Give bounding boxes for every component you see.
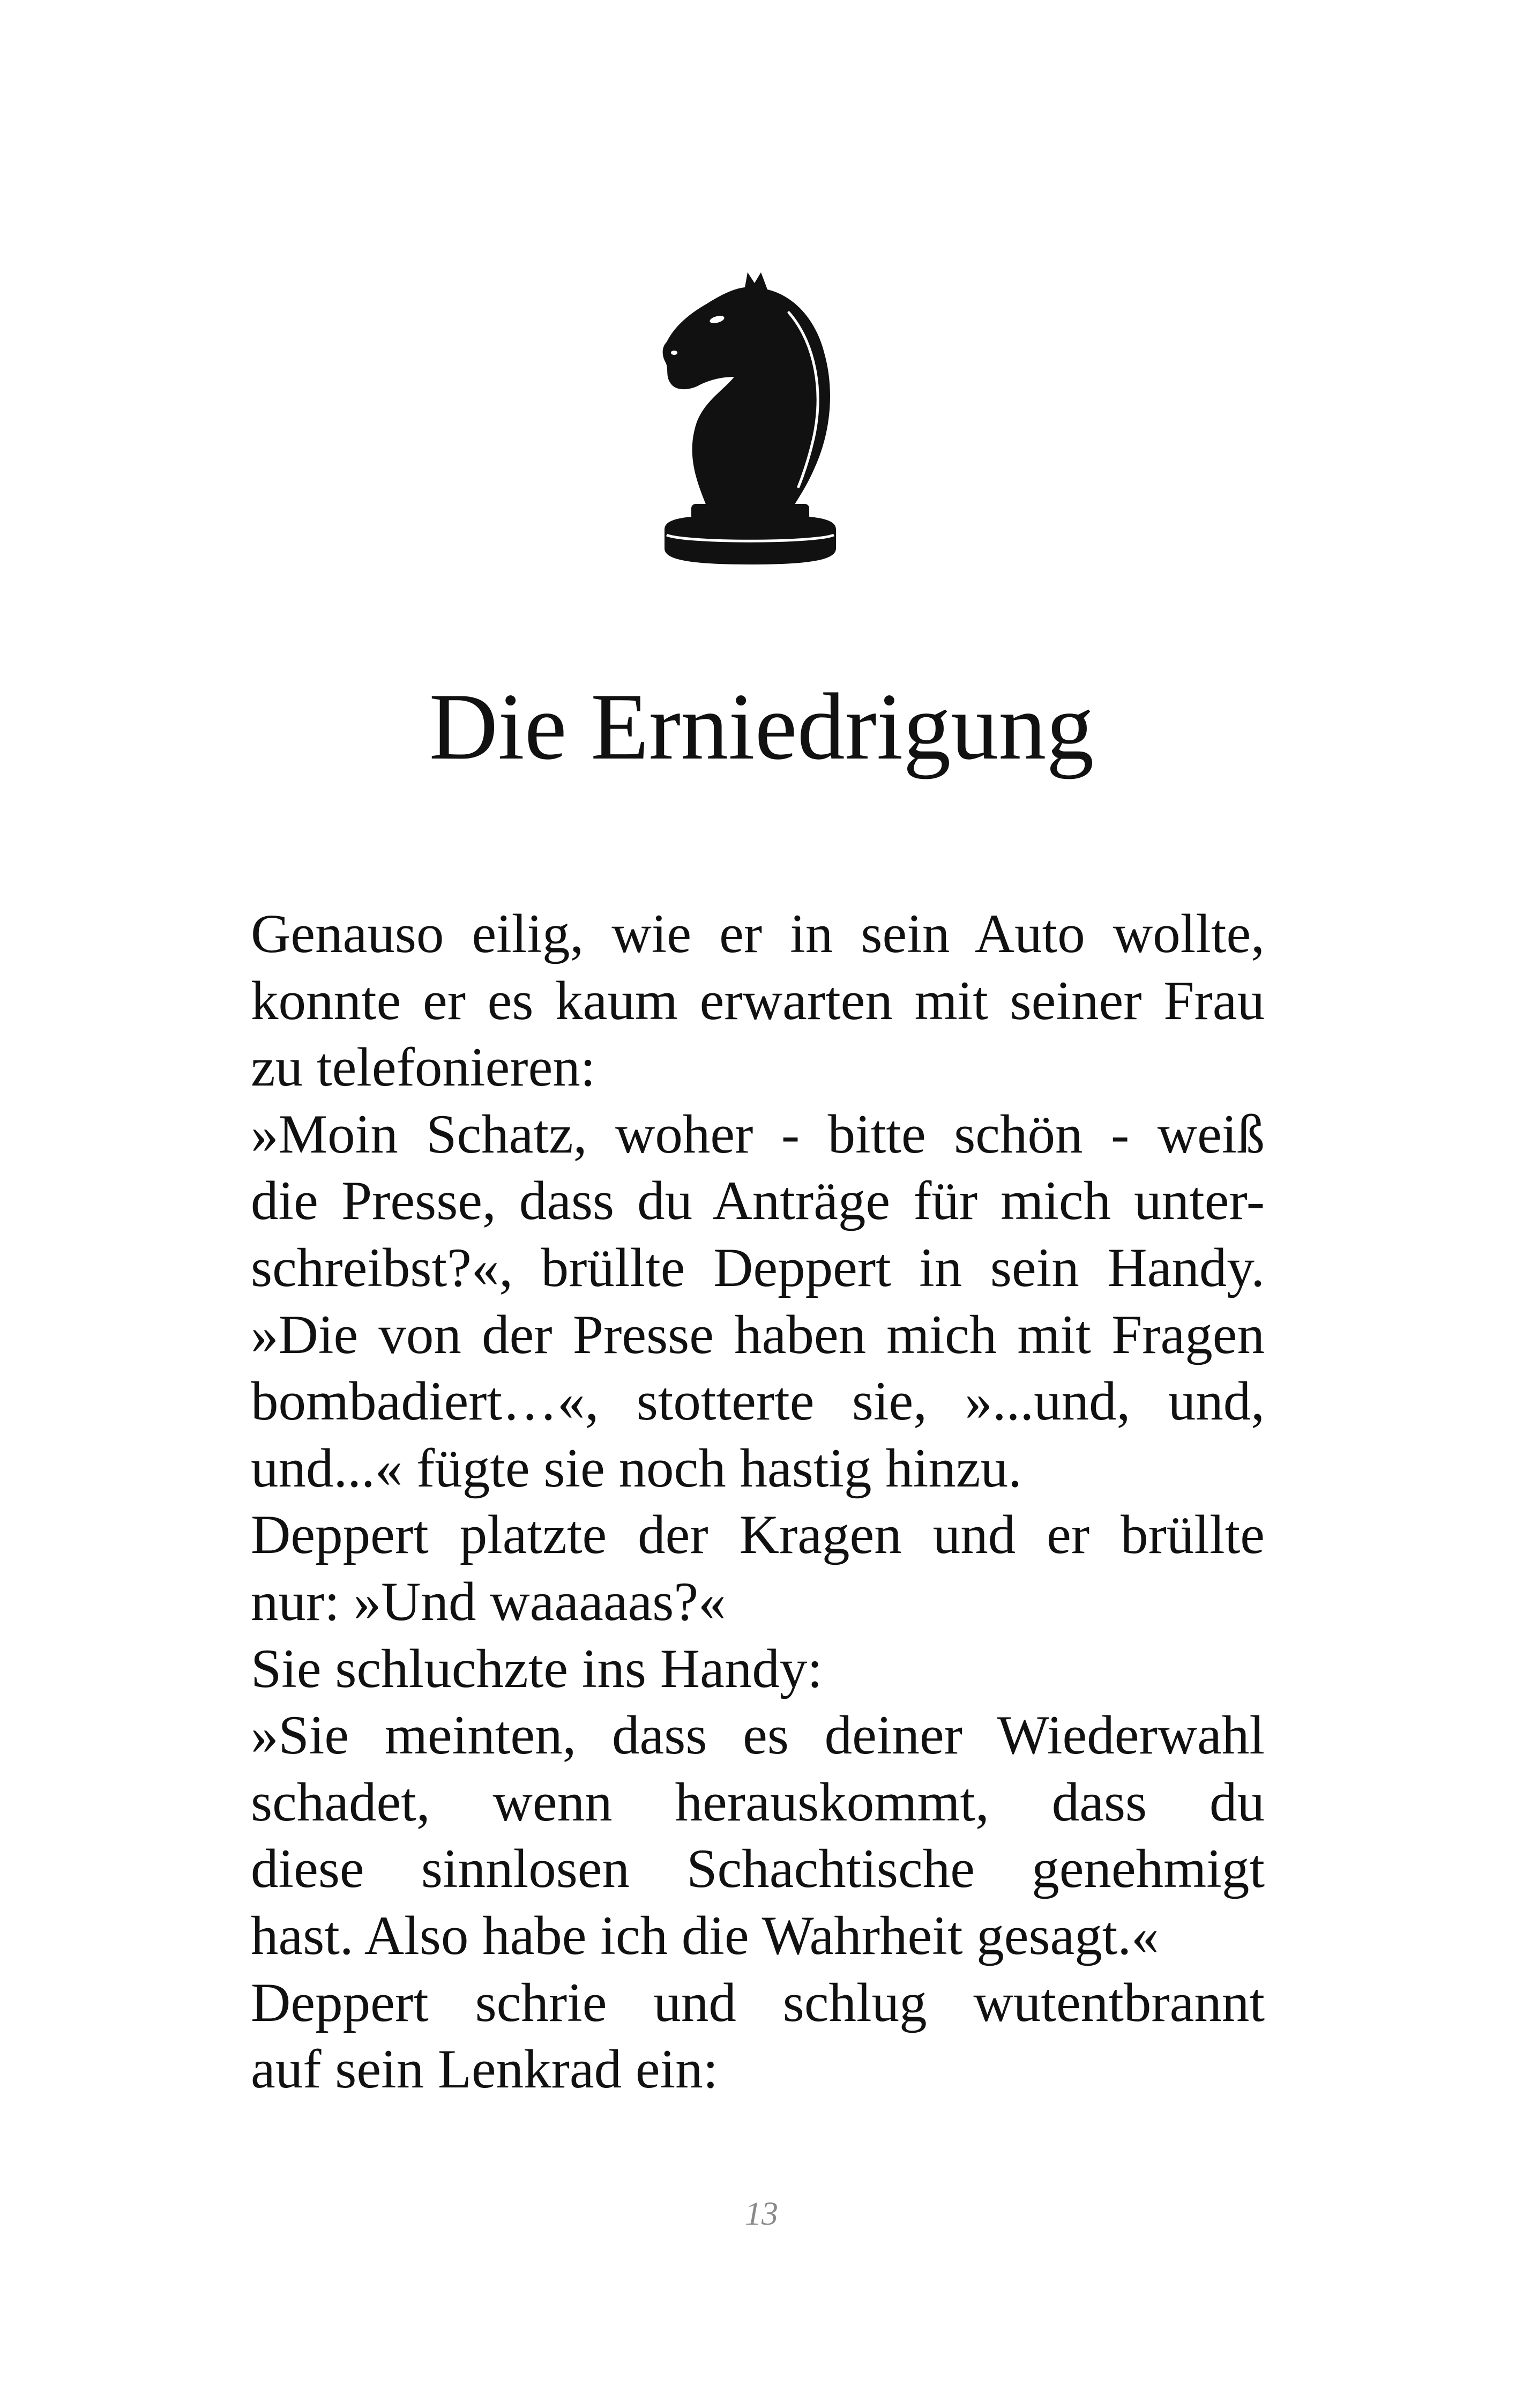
text-line: Deppert platzte der Kragen und er brüllte	[251, 1504, 1265, 1566]
page-number: 13	[745, 2196, 778, 2232]
text-line: nur: »Und waaaaas?«	[251, 1571, 726, 1632]
text-line: diese sinnlosen Schachtische genehmigt	[251, 1838, 1265, 1900]
text-line: konnte er es kaum erwarten mit seiner Frau	[251, 970, 1265, 1031]
text-line: die Presse, dass du Anträge für mich unter-	[251, 1170, 1265, 1232]
text-line: hast. Also habe ich die Wahrheit gesagt.«	[251, 1905, 1159, 1966]
text-line: »Moin Schatz, woher - bitte schön - weiß	[251, 1103, 1265, 1165]
text-line: schreibst?«, brüllte Deppert in sein Handy.	[251, 1237, 1265, 1298]
text-line: zu telefonieren:	[251, 1037, 596, 1098]
text-line: Sie schluchzte ins Handy:	[251, 1638, 823, 1699]
text-line: »Sie meinten, dass es deiner Wiederwahl	[251, 1705, 1265, 1766]
text-line: und...« fügte sie noch hastig hinzu.	[251, 1437, 1022, 1499]
text-line: schadet, wenn herauskommt, dass du	[251, 1771, 1265, 1833]
text-line: auf sein Lenkrad ein:	[251, 2039, 719, 2100]
text-line: bombadiert…«, stotterte sie, »...und, und,	[251, 1371, 1265, 1432]
text-line: »Die von der Presse haben mich mit Fragen	[251, 1304, 1265, 1365]
text-line: Genauso eilig, wie er in sein Auto wollte,	[251, 903, 1265, 964]
chapter-title: Die Erniedrigung	[429, 673, 1094, 779]
body-text	[251, 901, 1265, 2103]
text-line: Deppert schrie und schlug wutentbrannt	[251, 1972, 1265, 2033]
chess-knight-icon	[654, 262, 847, 570]
